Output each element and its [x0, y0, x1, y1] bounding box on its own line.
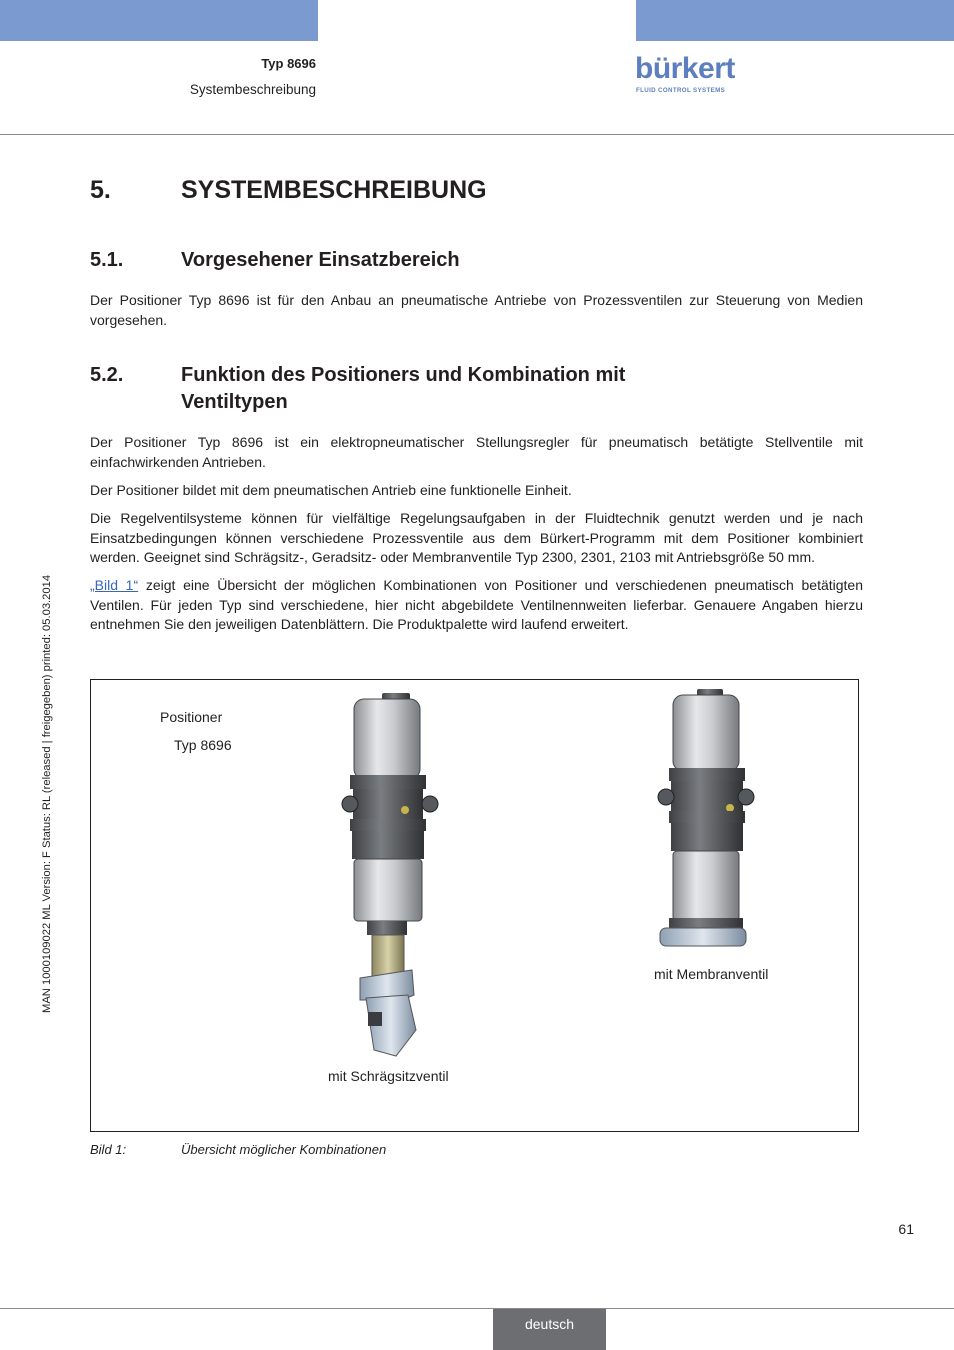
language-tab: deutsch: [493, 1309, 606, 1350]
subsection-2-paragraph-1: Der Positioner Typ 8696 ist ein elektropneumatischer Stellungsregler für pneumatisch betätigte Stellventile mit einfachwirkenden Antrieben.: [90, 434, 863, 470]
document-meta-note: MAN 1000109022 ML Version: F Status: RL (released | freigegeben) printed: 05.03.2014: [41, 574, 53, 1013]
subsection-1-paragraph: Der Positioner Typ 8696 ist für den Anbau an pneumatische Antriebe von Prozessventilen zur Steuerung von Medien vorgesehen.: [90, 292, 863, 328]
section-number: 5.: [90, 176, 111, 204]
subsection-2-paragraph-2: Der Positioner bildet mit dem pneumatischen Antrieb eine funktionelle Einheit.: [90, 482, 572, 498]
subsection-2-paragraph-4: [90, 576, 863, 635]
figure-caption-text: Übersicht möglicher Kombinationen: [181, 1142, 387, 1157]
figure-label-positioner: Positioner: [160, 709, 223, 725]
figure-label-angle-seat-valve: mit Schrägsitzventil: [328, 1068, 449, 1084]
figure-reference-link[interactable]: „Bild 1“: [90, 577, 139, 593]
header-accent-bar-left: [0, 0, 318, 41]
logo-tagline: FLUID CONTROL SYSTEMS: [636, 87, 726, 94]
footer-divider: [0, 1308, 954, 1309]
page-number: 61: [898, 1221, 914, 1237]
subsection-1-title: Vorgesehener Einsatzbereich: [181, 249, 460, 271]
subsection-2-title-line2: Ventiltypen: [181, 391, 288, 413]
logo-wordmark: bürkert: [635, 52, 735, 85]
header-accent-bar-right: [636, 0, 954, 41]
header-divider: [0, 134, 954, 135]
figure-caption-number: Bild 1:: [90, 1142, 127, 1157]
buerkert-logo: [635, 52, 735, 98]
section-title: SYSTEMBESCHREIBUNG: [181, 176, 487, 204]
paragraph-4-text: zeigt eine Übersicht der möglichen Kombinationen von Positioner und verschiedenen pneumatisch betätigten Ventilen. Für jeden Typ sind verschiedene, hier nicht abgebildete Ventilnennweiten lieferbar. Genauere Angaben hierzu entnehmen Sie den jeweiligen Datenblättern. Die Produktpalette wird laufend erweitert.: [90, 577, 863, 632]
subsection-2-paragraph-3: Die Regelventilsysteme können für vielfältige Regelungsaufgaben in der Fluidtechnik genutzt werden und je nach Einsatzbedingungen können verschiedene Prozessventile aus dem Bürkert-Programm mit dem Positioner kombiniert werden. Geeignet sind Schrägsitz-, Geradsitz- oder Membranventile Typ 2300, 2301, 2103 mit Antriebsgröße 50 mm.: [90, 510, 863, 565]
figure-label-diaphragm-valve: mit Membranventil: [654, 966, 769, 982]
header-doc-type: Typ 8696: [261, 56, 316, 71]
subsection-1-number: 5.1.: [90, 249, 124, 271]
figure-label-typ: Typ 8696: [174, 737, 232, 753]
subsection-2-title-line1: Funktion des Positioners und Kombination mit: [181, 364, 626, 386]
header-doc-section: Systembeschreibung: [189, 82, 316, 97]
subsection-2-number: 5.2.: [90, 364, 124, 386]
